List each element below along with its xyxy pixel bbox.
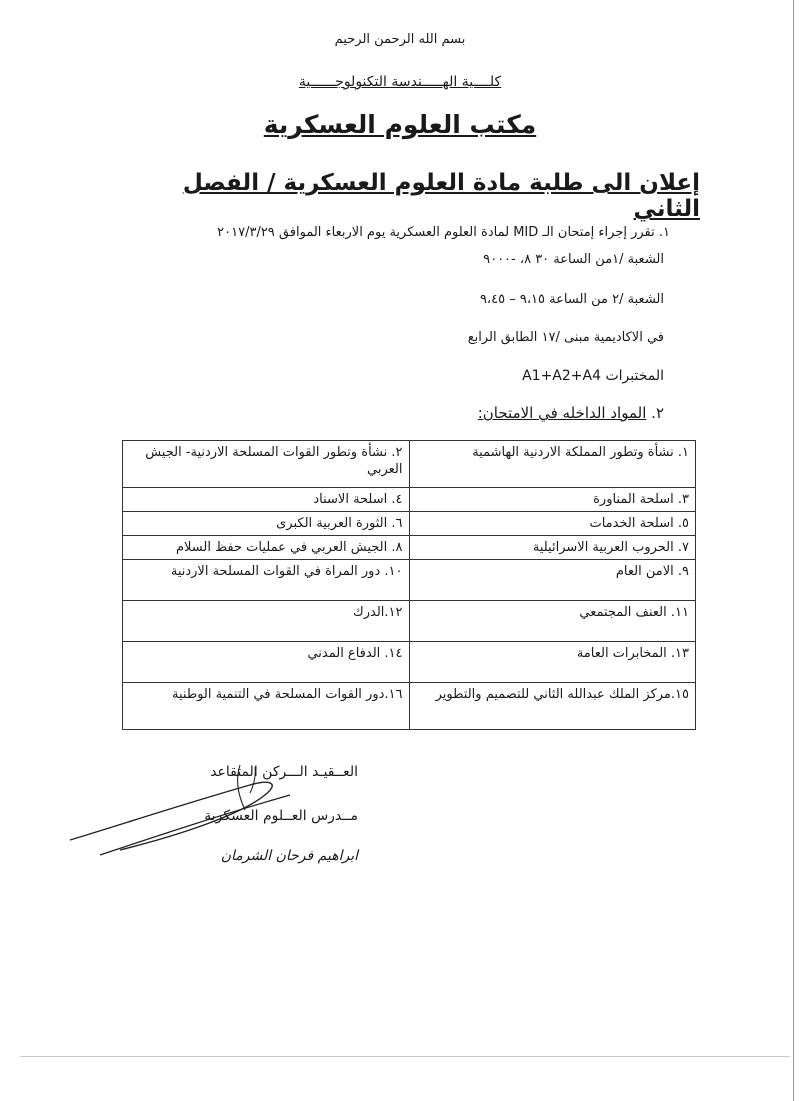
section1-time: الشعبة /١من الساعة ٣٠ ٨، -٩٠٠٠ [483, 252, 664, 267]
table-cell: ٨. الجيش العربي في عمليات حفظ السلام [123, 536, 410, 560]
table-row [123, 488, 696, 512]
basmala: بسم الله الرحمن الرحيم [334, 32, 466, 47]
table-cell: ٤. اسلحة الاسناد [123, 488, 410, 512]
signatory-name: ابراهيم فرحان الشرمان [220, 848, 358, 864]
table-cell: ٥. اسلحة الخدمات [409, 512, 696, 536]
labs-value: A1+A2+A4 [522, 368, 602, 384]
handwritten-signature [60, 755, 320, 865]
table-cell: ١١. العنف المجتمعي [409, 601, 696, 642]
labs-line [104, 368, 664, 384]
table-cell: ١٠. دور المراة في القوات المسلحة الاردنية [123, 560, 410, 601]
scan-edge-line [793, 0, 794, 1101]
labs-label: المختبرات [605, 368, 664, 384]
section2-time: الشعبة /٢ من الساعة ٩،١٥ – ٩،٤٥ [479, 292, 664, 307]
table-cell: ١٦.دور القوات المسلحة في التنمية الوطنية [123, 683, 410, 730]
table-row [123, 560, 696, 601]
table-cell: ١٥.مركز الملك عبدالله الثاني للتصميم والتطوير [409, 683, 696, 730]
exam-location: في الاكاديمية مبنى /١٧ الطابق الرابع [467, 330, 664, 345]
table-cell: ١٣. المخابرات العامة [409, 642, 696, 683]
table-cell: ١. نشأة وتطور المملكة الاردنية الهاشمية [409, 441, 696, 488]
table-cell: ٩. الامن العام [409, 560, 696, 601]
table-cell: ١٤. الدفاع المدني [123, 642, 410, 683]
materials-title: المواد الداخله في الامتحان: [477, 404, 647, 422]
scan-edge-line-bottom [20, 1056, 790, 1057]
table-cell: ٢. نشأة وتطور القوات المسلحة الاردنية- الجيش العربي [123, 441, 410, 488]
exam-date-line: ١. تقرر إجراء إمتحان الـ MID لمادة العلوم العسكرية يوم الاربعاء الموافق ٢٠١٧/٣/٢٩ [217, 225, 670, 240]
college-name: كلــــية الهـــــندسة التكنولوجــــــية [298, 74, 502, 90]
table-row [123, 642, 696, 683]
table-row [123, 441, 696, 488]
table-row [123, 536, 696, 560]
materials-heading [104, 404, 664, 422]
table-row [123, 512, 696, 536]
signatory-rank: العــقيـد الـــركن المتقاعد [210, 764, 358, 780]
announcement-heading: إعلان الى طلبة مادة العلوم العسكرية / الفصل الثاني [182, 170, 700, 222]
table-row [123, 683, 696, 730]
table-cell: ١٢.الدرك [123, 601, 410, 642]
table-cell: ٣. اسلحة المناورة [409, 488, 696, 512]
materials-number: ٢. [651, 404, 664, 422]
signatory-role: مــدرس العــلوم العسكرية [204, 808, 358, 824]
table-cell: ٦. الثورة العربية الكبرى [123, 512, 410, 536]
table-cell: ٧. الحروب العربية الاسرائيلية [409, 536, 696, 560]
subjects-table [122, 440, 696, 730]
table-row [123, 601, 696, 642]
office-title: مكتب العلوم العسكرية [263, 110, 537, 139]
